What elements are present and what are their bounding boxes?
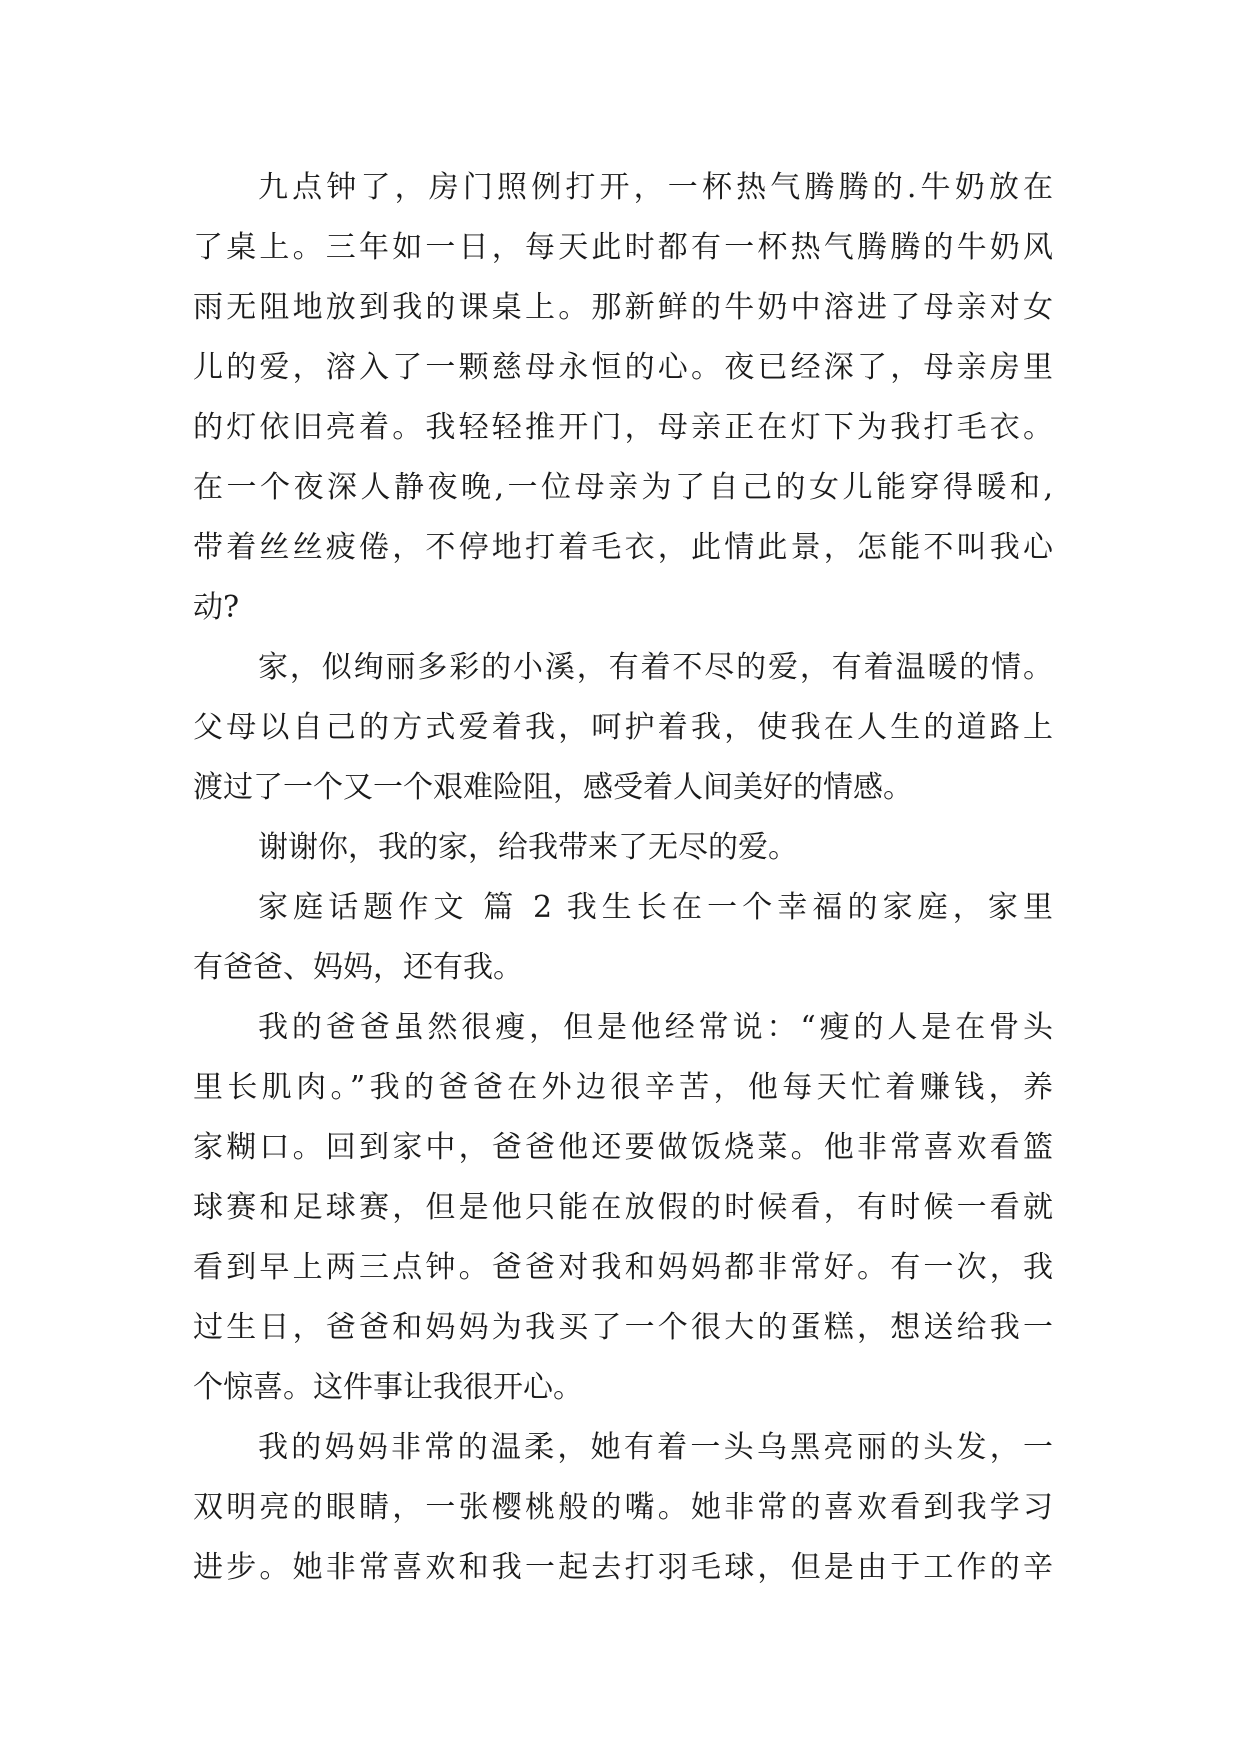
- text-line: 了桌上。三年如一日，每天此时都有一杯热气腾腾的牛奶风: [193, 230, 1053, 265]
- text-line: 过生日，爸爸和妈妈为我买了一个很大的蛋糕，想送给我一: [193, 1310, 1053, 1345]
- text-line: 九点钟了，房门照例打开，一杯热气腾腾的.牛奶放在: [258, 170, 1053, 205]
- text-line: 家，似绚丽多彩的小溪，有着不尽的爱，有着温暖的情。: [258, 650, 1053, 685]
- text-line: 父母以自己的方式爱着我，呵护着我，使我在人生的道路上: [193, 710, 1053, 745]
- text-line: 家糊口。回到家中，爸爸他还要做饭烧菜。他非常喜欢看篮: [193, 1130, 1053, 1165]
- text-line: 我的妈妈非常的温柔，她有着一头乌黑亮丽的头发，一: [258, 1430, 1053, 1465]
- text-line: 球赛和足球赛，但是他只能在放假的时候看，有时候一看就: [193, 1190, 1053, 1225]
- text-line: 的灯依旧亮着。我轻轻推开门，母亲正在灯下为我打毛衣。: [193, 410, 1053, 445]
- text-line: 家庭话题作文 篇 2 我生长在一个幸福的家庭，家里: [258, 890, 1053, 925]
- text-line: 个惊喜。这件事让我很开心。: [193, 1370, 583, 1405]
- text-line: 我的爸爸虽然很瘦，但是他经常说：“瘦的人是在骨头: [258, 1010, 1053, 1045]
- text-line: 看到早上两三点钟。爸爸对我和妈妈都非常好。有一次，我: [193, 1250, 1053, 1285]
- text-line: 雨无阻地放到我的课桌上。那新鲜的牛奶中溶进了母亲对女: [193, 290, 1053, 325]
- text-line: 里长肌肉。”我的爸爸在外边很辛苦，他每天忙着赚钱，养: [193, 1070, 1053, 1105]
- text-line: 在一个夜深人静夜晚,一位母亲为了自己的女儿能穿得暖和,: [193, 470, 1053, 505]
- text-line: 有爸爸、妈妈，还有我。: [193, 950, 523, 985]
- text-line: 进步。她非常喜欢和我一起去打羽毛球，但是由于工作的辛: [193, 1550, 1053, 1585]
- text-line: 谢谢你，我的家，给我带来了无尽的爱。: [258, 830, 798, 865]
- text-line: 儿的爱，溶入了一颗慈母永恒的心。夜已经深了，母亲房里: [193, 350, 1053, 385]
- text-line: 渡过了一个又一个艰难险阻，感受着人间美好的情感。: [193, 770, 913, 805]
- text-line: 带着丝丝疲倦，不停地打着毛衣，此情此景，怎能不叫我心: [193, 530, 1053, 565]
- document-body: [193, 158, 1053, 1598]
- text-line: 动?: [193, 590, 240, 625]
- text-line: 双明亮的眼睛，一张樱桃般的嘴。她非常的喜欢看到我学习: [193, 1490, 1053, 1525]
